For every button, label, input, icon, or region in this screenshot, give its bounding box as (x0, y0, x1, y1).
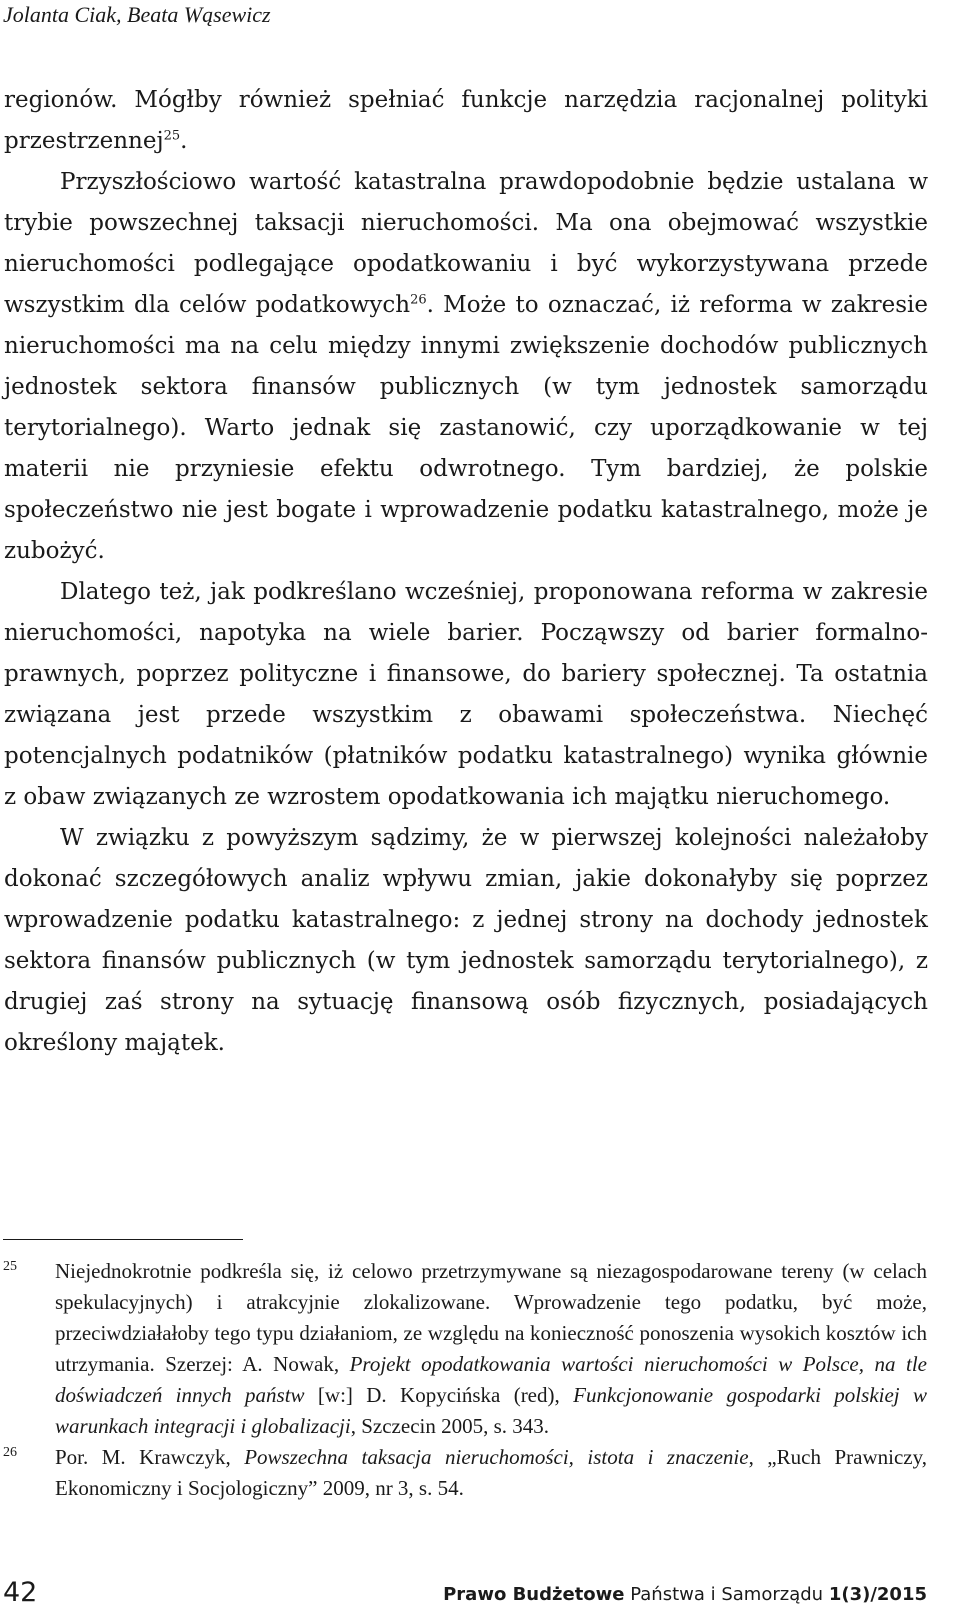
paragraph-4: W związku z powyższym sądzimy, że w pierwszej kolejności należałoby dokonać szczegółowych analiz wpływu zmian, jakie dokonałyby się poprzez wprowadzenie podatku katastralnego: z jednej strony na dochody jednostek sektora finansów publicznych (w tym jednostek samorządu terytorialnego), z drugiej zaś strony na sytuację finansową osób fizycznych, posiadających określony majątek. (4, 825, 928, 1056)
footnote-text-part: [w:] D. Kopycińska (red), (304, 1383, 574, 1407)
footnote-title-italic: Funkcjonowanie gospodarki polskiej w warunkach integracji i globalizacji (55, 1383, 927, 1438)
paragraph-2-part2: . Może to oznaczać, iż reforma w zakresie nieruchomości ma na celu między innymi zwiększenie dochodów publicznych jednostek sektora finansów publicznych (w tym jednostek samorządu terytorialnego). Warto jednak się zastanowić, czy uporządkowanie w tej materii nie przyniesie efektu odwrotnego. Tym bardziej, że polskie społeczeństwo nie jest bogate i wprowadzenie podatku katastralnego, może je zubożyć. (4, 292, 929, 564)
footnote-26 (3, 1442, 927, 1504)
header-authors: Jolanta Ciak, Beata Wąsewicz (3, 2, 271, 27)
journal-title-bold: Prawo Budżetowe (443, 1584, 625, 1605)
footnote-25 (3, 1256, 927, 1442)
journal-name (443, 1582, 927, 1608)
footnote-title-italic: Powszechna taksacja nieruchomości, istota i znaczenie (244, 1445, 749, 1469)
footnote-text (55, 1256, 927, 1442)
footnote-ref-25[interactable]: 25 (163, 128, 181, 144)
page-number: 42 (3, 1577, 38, 1608)
main-text (4, 80, 928, 1064)
paragraph-1-text: regionów. Mógłby również spełniać funkcje narzędzia racjonalnej polityki przestrzennej (4, 87, 928, 154)
footnote-text (55, 1442, 927, 1504)
footnote-text-part: Por. M. Krawczyk, (55, 1445, 245, 1469)
footnote-title-italic: Projekt opodatkowania wartości nieruchomości w Polsce, na tle doświadczeń innych państw (55, 1352, 927, 1407)
paragraph-3: Dlatego też, jak podkreślano wcześniej, proponowana reforma w zakresie nieruchomości, napotyka na wiele barier. Począwszy od barier formalno-prawnych, poprzez polityczne i finansowe, do bariery społecznej. Ta ostatnia związana jest przede wszystkim z obawami społeczeństwa. Niechęć potencjalnych podatników (płatników podatku katastralnego) wynika głównie z obaw związanych ze wzrostem opodatkowania ich majątku nieruchomego. (4, 579, 928, 810)
journal-title-plain: Państwa i Samorządu (630, 1584, 824, 1605)
paragraph-1 (4, 80, 928, 162)
journal-issue: 1(3)/2015 (828, 1584, 927, 1605)
footnotes (3, 1256, 927, 1504)
footnote-separator (3, 1239, 243, 1240)
footnote-ref-26[interactable]: 26 (410, 292, 427, 308)
running-header (3, 0, 271, 30)
footnote-text-part: , Szczecin 2005, s. 343. (350, 1414, 550, 1438)
page-footer (3, 1576, 927, 1612)
paragraph-1-tail: . (180, 128, 188, 154)
footnote-text-part: , „Ruch Prawniczy, Ekonomiczny i Socjologiczny” 2009, nr 3, s. 54. (55, 1445, 927, 1500)
paragraph-2-part1: Przyszłościowo wartość katastralna prawdopodobnie będzie ustalana w trybie powszechnej taksacji nieruchomości. Ma ona obejmować wszystkie nieruchomości podlegające opodatkowaniu i być wykorzystywana przede wszystkim dla celów podatkowych (4, 169, 928, 318)
footnote-number: 25 (3, 1259, 17, 1274)
paragraph-2 (4, 162, 928, 572)
footnote-number: 26 (3, 1445, 17, 1460)
footnote-text-part: Niejednokrotnie podkreśla się, iż celowo przetrzymywane są niezagospodarowane tereny (w celach spekulacyjnych) i atrakcyjnie zlokalizowane. Wprowadzenie tego podatku, być może, przeciwdziałałoby tego typu działaniom, ze względu na konieczność ponoszenia wysokich kosztów ich utrzymania. Szerzej: A. Nowak, (55, 1259, 927, 1376)
